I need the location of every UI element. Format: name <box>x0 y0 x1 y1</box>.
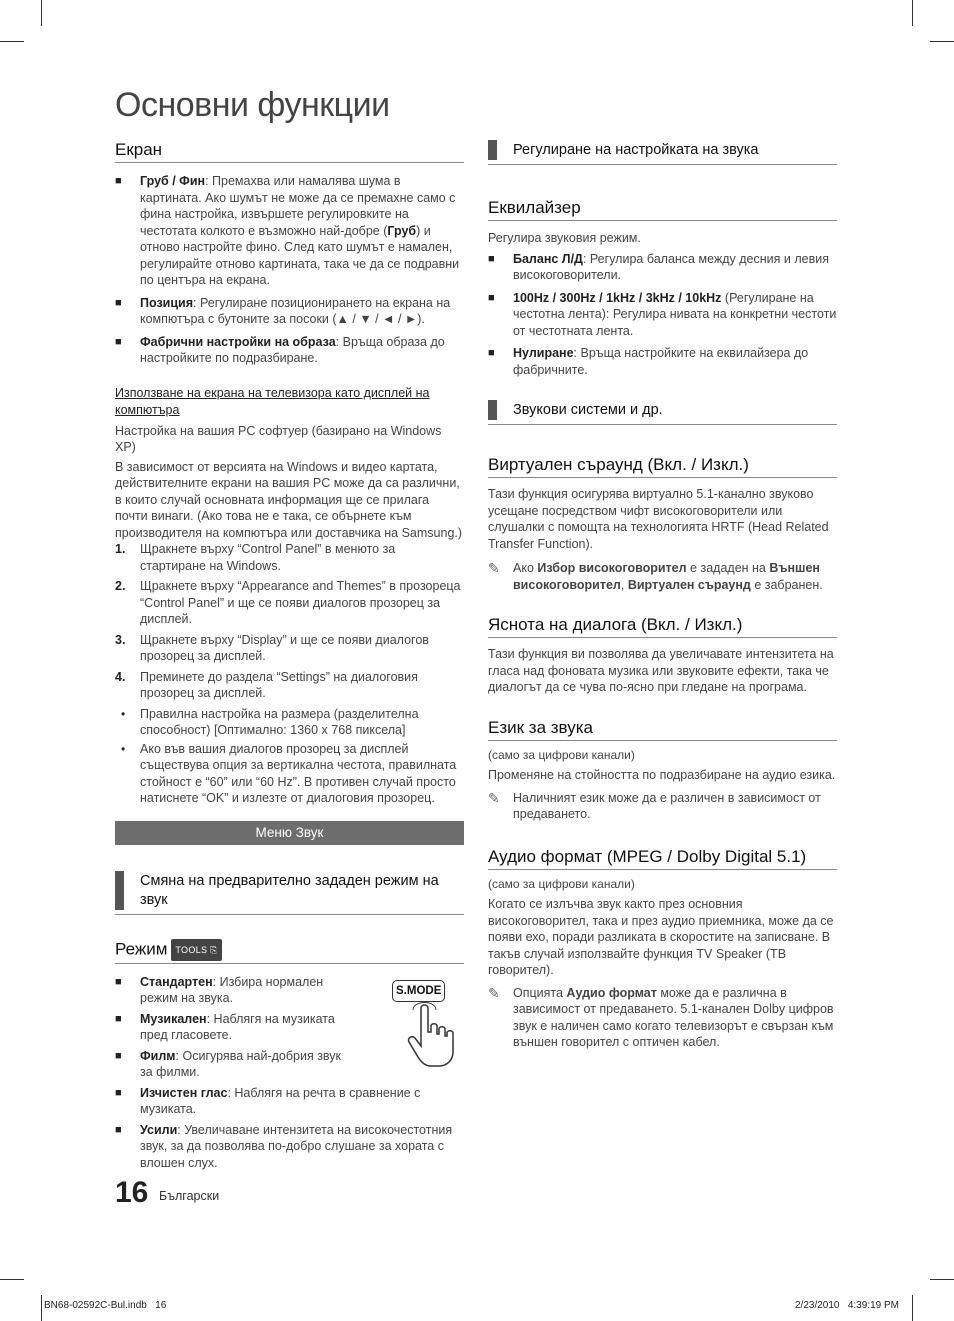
page-number: 16 <box>115 1176 149 1209</box>
square-bullet-icon: ■ <box>115 175 122 187</box>
pc-info-text: В зависимост от версията на Windows и видео картата, действителните екрани на вашия PC може да са различни, в които случай основната информация ще се прилага почти винаги. (Ако това не е така, се обърнете към производителя на компютъра или доставчика на Samsung.) <box>115 459 463 540</box>
list-item <box>115 295 464 328</box>
crop-mark <box>41 0 42 26</box>
footer-file: BN68-02592C-Bul.indb 16 <box>44 1300 167 1311</box>
dot-bullet-icon: • <box>121 741 126 756</box>
list-item: ■ Музикален: Наблягя на музиката пред гласовете. <box>115 1011 335 1042</box>
crop-mark <box>0 41 24 42</box>
square-bullet-icon: ■ <box>488 252 495 265</box>
list-item: ■ Баланс Л/Д: Регулира баланса между десния и левия високоговорители. <box>488 251 829 282</box>
list-item: • Ако във вашия диалогов прозорец за дисплей съществува опция за вертикална честота, правилната стойност е “60” или “60 Hz”. В противен случай просто натиснете “OK” и излезте от диалоговия прозорец. <box>115 741 464 807</box>
equalizer-desc: Регулира звуковия режим. <box>488 231 641 245</box>
note: ✎ Наличният език може да е различен в зависимост от предаването. <box>488 789 821 821</box>
section-title-ekran: Екран <box>115 140 464 163</box>
digital-only-note: (само за цифрови канали) <box>488 747 635 762</box>
pc-setup-text: Настройка на вашия PC софтуер (базирано на Windows XP) <box>115 423 442 454</box>
list-item: ■ 100Hz / 300Hz / 1kHz / 3kHz / 10kHz (Регулиране на честотна лента): Регулира нивата на конкретни честоти от честотната лента. <box>488 290 837 338</box>
language-label: Български <box>159 1189 220 1203</box>
section-title-dialog: Яснота на диалога (Вкл. / Изкл.) <box>488 615 837 638</box>
square-bullet-icon: ■ <box>115 1123 122 1136</box>
crop-mark <box>41 1295 42 1321</box>
tools-icon: TOOLS ⎘ <box>171 939 221 961</box>
subsection-sound-settings: Регулиране на настройката на звука <box>488 140 837 165</box>
surround-desc: Тази функция осигурява виртуално 5.1-канално звуково усещане посредством чифт високоговорители или слушалки с помощта на технологията HRTF (Head Related Transfer Function). <box>488 487 829 551</box>
note-icon: ✎ <box>488 789 500 806</box>
crop-mark <box>930 1279 954 1280</box>
subsection-sound-systems: Звукови системи и др. <box>488 400 837 425</box>
note: ✎ Опцията Аудио формат може да е различна в зависимост от предаването. 5.1-канален Dolby цифров звук е наличен само когато телевизорът е свързан към външен говорител с оптичен кабел. <box>488 984 834 1049</box>
list-item: ■ Усили: Увеличаване интензитета на високочестотния звук, за да позволява по-добро слушане за хората с влошен слух. <box>115 1122 453 1170</box>
list-item: 4. Преминете до раздела “Settings” на диалоговия прозорец за дисплей. <box>115 669 418 700</box>
audio-language-desc: Променяне на стойността по подразбиране на аудио езика. <box>488 768 836 782</box>
subsection-preset: Смяна на предварително зададен режим на звук <box>115 871 464 915</box>
square-bullet-icon: ■ <box>115 1086 122 1099</box>
crop-mark <box>930 41 954 42</box>
square-bullet-icon: ■ <box>488 291 495 304</box>
square-bullet-icon: ■ <box>115 296 122 309</box>
smode-button-icon: S.MODE <box>392 980 445 1002</box>
list-item <box>115 173 464 289</box>
list-item: 1. Щракнете върху “Control Panel” в менюто за стартиране на Windows. <box>115 542 396 573</box>
square-bullet-icon: ■ <box>488 347 495 359</box>
list-item-text: Груб / Фин: Премахва или намалява шума в картината. Ако шумът не може да се премахне само с фина настройка, извършете регулировките на честотата колкото е възможно най-добре (Груб) и отново настройте фино. След като шумът е намален, регулирайте отново картината, така че да се подравни по центъра на екрана. <box>140 174 460 287</box>
footer-date: 2/23/2010 4:39:19 PM <box>795 1300 899 1311</box>
square-bullet-icon: ■ <box>115 1012 122 1025</box>
dialog-desc: Тази функция ви позволява да увеличавате интензитета на гласа над фоновата музика или звуковите ефекти, така че диалогът да се чува по-ясно при гледане на програма. <box>488 647 834 694</box>
square-bullet-icon: ■ <box>115 1049 122 1062</box>
note: ✎ Ако Избор високоговорител е зададен на Външен високоговорител, Виртуален съраунд е забранен. <box>488 560 823 592</box>
hand-pointer-icon <box>401 1002 461 1068</box>
menu-sound-bar: Меню Звук <box>115 821 464 845</box>
crop-mark <box>912 0 913 26</box>
list-item: ■ Изчистен глас: Наблягя на речта в сравнение с музиката. <box>115 1085 421 1116</box>
note-icon: ✎ <box>488 984 500 1001</box>
list-item: ■ Нулиране: Връща настройките на еквилайзера до фабричните. <box>488 346 809 377</box>
note-icon: ✎ <box>488 560 500 576</box>
page-title: Основни функции <box>115 86 390 124</box>
pc-display-heading: Използване на екрана на телевизора като дисплей на компютъра <box>115 385 430 417</box>
section-title-equalizer: Еквилайзер <box>488 198 837 221</box>
list-item-text: Позиция: Регулиране позиционирането на екрана на компютъра с бутоните за посоки (▲ / ▼ / ◄ / ►). <box>140 295 451 326</box>
crop-mark <box>0 1279 24 1280</box>
section-title-audio-format: Аудио формат (MPEG / Dolby Digital 5.1) <box>488 847 837 870</box>
section-title-rezhim: Режим TOOLS ⎘ <box>115 939 464 964</box>
digital-only-note: (само за цифрови канали) <box>488 876 635 891</box>
list-item: ■ Стандартен: Избира нормален режим на звука. <box>115 974 324 1005</box>
list-item: 3. Щракнете върху “Display” и ще се появи диалогов прозорец за дисплей. <box>115 632 429 663</box>
dot-bullet-icon: • <box>121 706 126 721</box>
list-item <box>115 334 464 367</box>
left-column <box>115 140 464 1171</box>
list-item: • Правилна настройка на размера (разделителна способност) [Оптимално: 1360 x 768 пиксела] <box>115 706 464 739</box>
mode-list <box>115 974 464 1172</box>
square-bullet-icon: ■ <box>115 335 122 348</box>
audio-format-desc: Когато се излъчва звук както през основния високоговорител, така и през аудио приемника, може да се появи ехо, поради разликата в скоростите на записване. В такъв случай използвайте функция TV Speaker (ТВ говорител). <box>488 897 834 977</box>
list-item-text: Фабрични настройки на образа: Връща образа до настройките по подразбиране. <box>140 334 445 365</box>
right-column <box>488 140 837 1051</box>
list-item: 2. Щракнете върху “Appearance and Themes” в прозореца “Control Panel” и ще се появи диалогов прозорец за дисплей. <box>115 579 461 626</box>
section-title-surround: Виртуален съраунд (Вкл. / Изкл.) <box>488 455 837 478</box>
list-item: ■ Филм: Осигурява най-добрия звук за филми. <box>115 1048 342 1079</box>
crop-mark <box>912 1295 913 1321</box>
square-bullet-icon: ■ <box>115 975 122 988</box>
section-title-audio-language: Език за звука <box>488 718 837 741</box>
